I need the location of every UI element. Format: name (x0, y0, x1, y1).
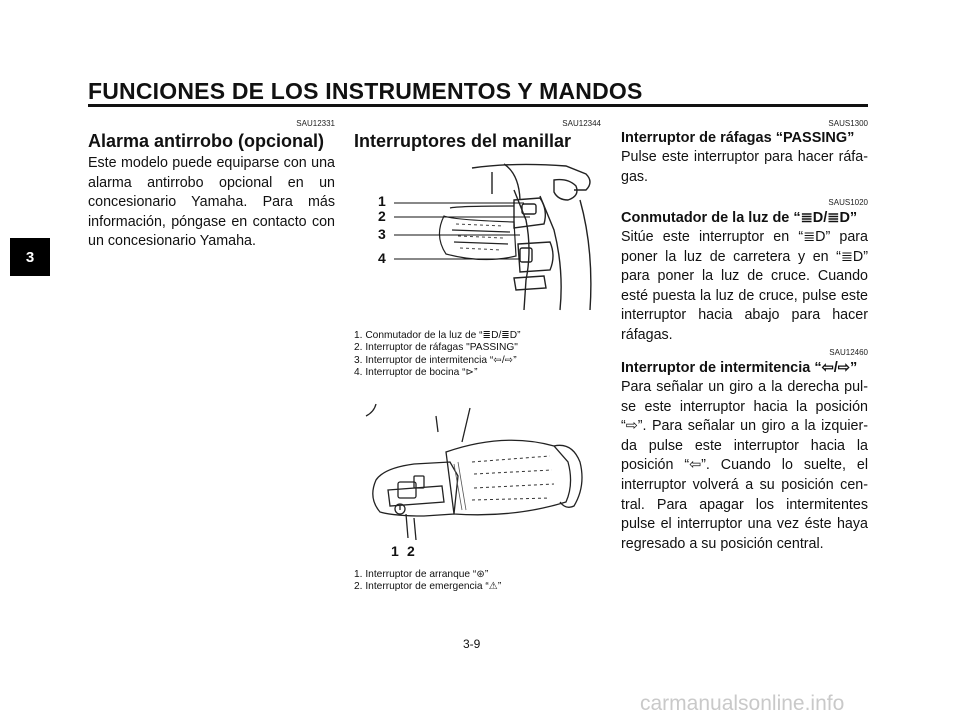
section-heading-handlebar-switches: Interruptores del manillar (354, 131, 572, 151)
section-body-turn-signal: Para señalar un giro a la derecha pul-se este interruptor hacia la posición “⇨”. Para señalar un giro a la izquier-da pulse este interruptor hacia la posición “⇦”. Cuando lo suelte, el interruptor volverá a su posición cen-tral. Para apagar los intermitentes pulse el interruptor una vez éste haya regresado a su posición central. (621, 379, 868, 552)
section-heading-headlight-switch: Conmutador de la luz de “≣D/≣D” (621, 210, 858, 226)
section-body-alarm: Este modelo puede equiparse con una alarma antirrobo opcional en un concesionario Yamaha. Para más información, póngase en contacto con un concesionario Yamaha. (88, 155, 335, 250)
figure-caption: 1. Interruptor de arranque “⊛” (354, 569, 489, 580)
figure-callout-3: 3 (378, 226, 386, 242)
figure-callout-2: 2 (407, 543, 415, 559)
header-rule (88, 104, 868, 107)
figure-handlebar-switches-illustration (354, 160, 602, 328)
section-code: SAU12460 (829, 348, 868, 357)
section-body-headlight-switch: Sitúe este interruptor en “≣D” para poner la luz de carretera y en “≣D” para poner la luz de cruce. Cuando esté puesta la luz de cruce, pulse este interruptor hacia abajo para hacer ráfagas. (621, 229, 868, 343)
figure-caption-list (354, 330, 521, 379)
figure-callout-1: 1 (391, 543, 399, 559)
section-heading-alarm: Alarma antirrobo (opcional) (88, 131, 325, 151)
figure-caption: 2. Interruptor de ráfagas "PASSING" (354, 342, 518, 354)
chapter-tab: 3 (10, 238, 50, 276)
page-header-title: FUNCIONES DE LOS INSTRUMENTOS Y MANDOS (88, 78, 643, 104)
figure-callout-2: 2 (378, 208, 386, 224)
section-code: SAU12331 (296, 119, 335, 128)
page-number: 3-9 (463, 637, 481, 651)
section-code: SAU12344 (562, 119, 601, 128)
figure-caption: 1. Conmutador de la luz de “≣D/≣D” (354, 330, 521, 341)
figure-start-emergency-illustration (354, 402, 602, 552)
figure-caption: 2. Interruptor de emergencia “⚠” (354, 581, 502, 593)
figure-caption: 3. Interruptor de intermitencia “⇦/⇨” (354, 354, 517, 366)
figure-caption-list (354, 569, 501, 594)
section-code: SAUS1020 (828, 198, 868, 207)
figure-callout-1: 1 (378, 193, 386, 209)
section-body-passing: Pulse este interruptor para hacer ráfa-gas. (621, 149, 868, 185)
figure-callout-4: 4 (378, 250, 386, 266)
figure-caption: 4. Interruptor de bocina “⊳” (354, 366, 478, 378)
watermark: carmanualsonline.info (640, 692, 845, 715)
section-heading-passing: Interruptor de ráfagas “PASSING” (621, 130, 855, 146)
section-code: SAUS1300 (828, 119, 868, 128)
section-heading-turn-signal: Interruptor de intermitencia “⇦/⇨” (621, 360, 858, 376)
